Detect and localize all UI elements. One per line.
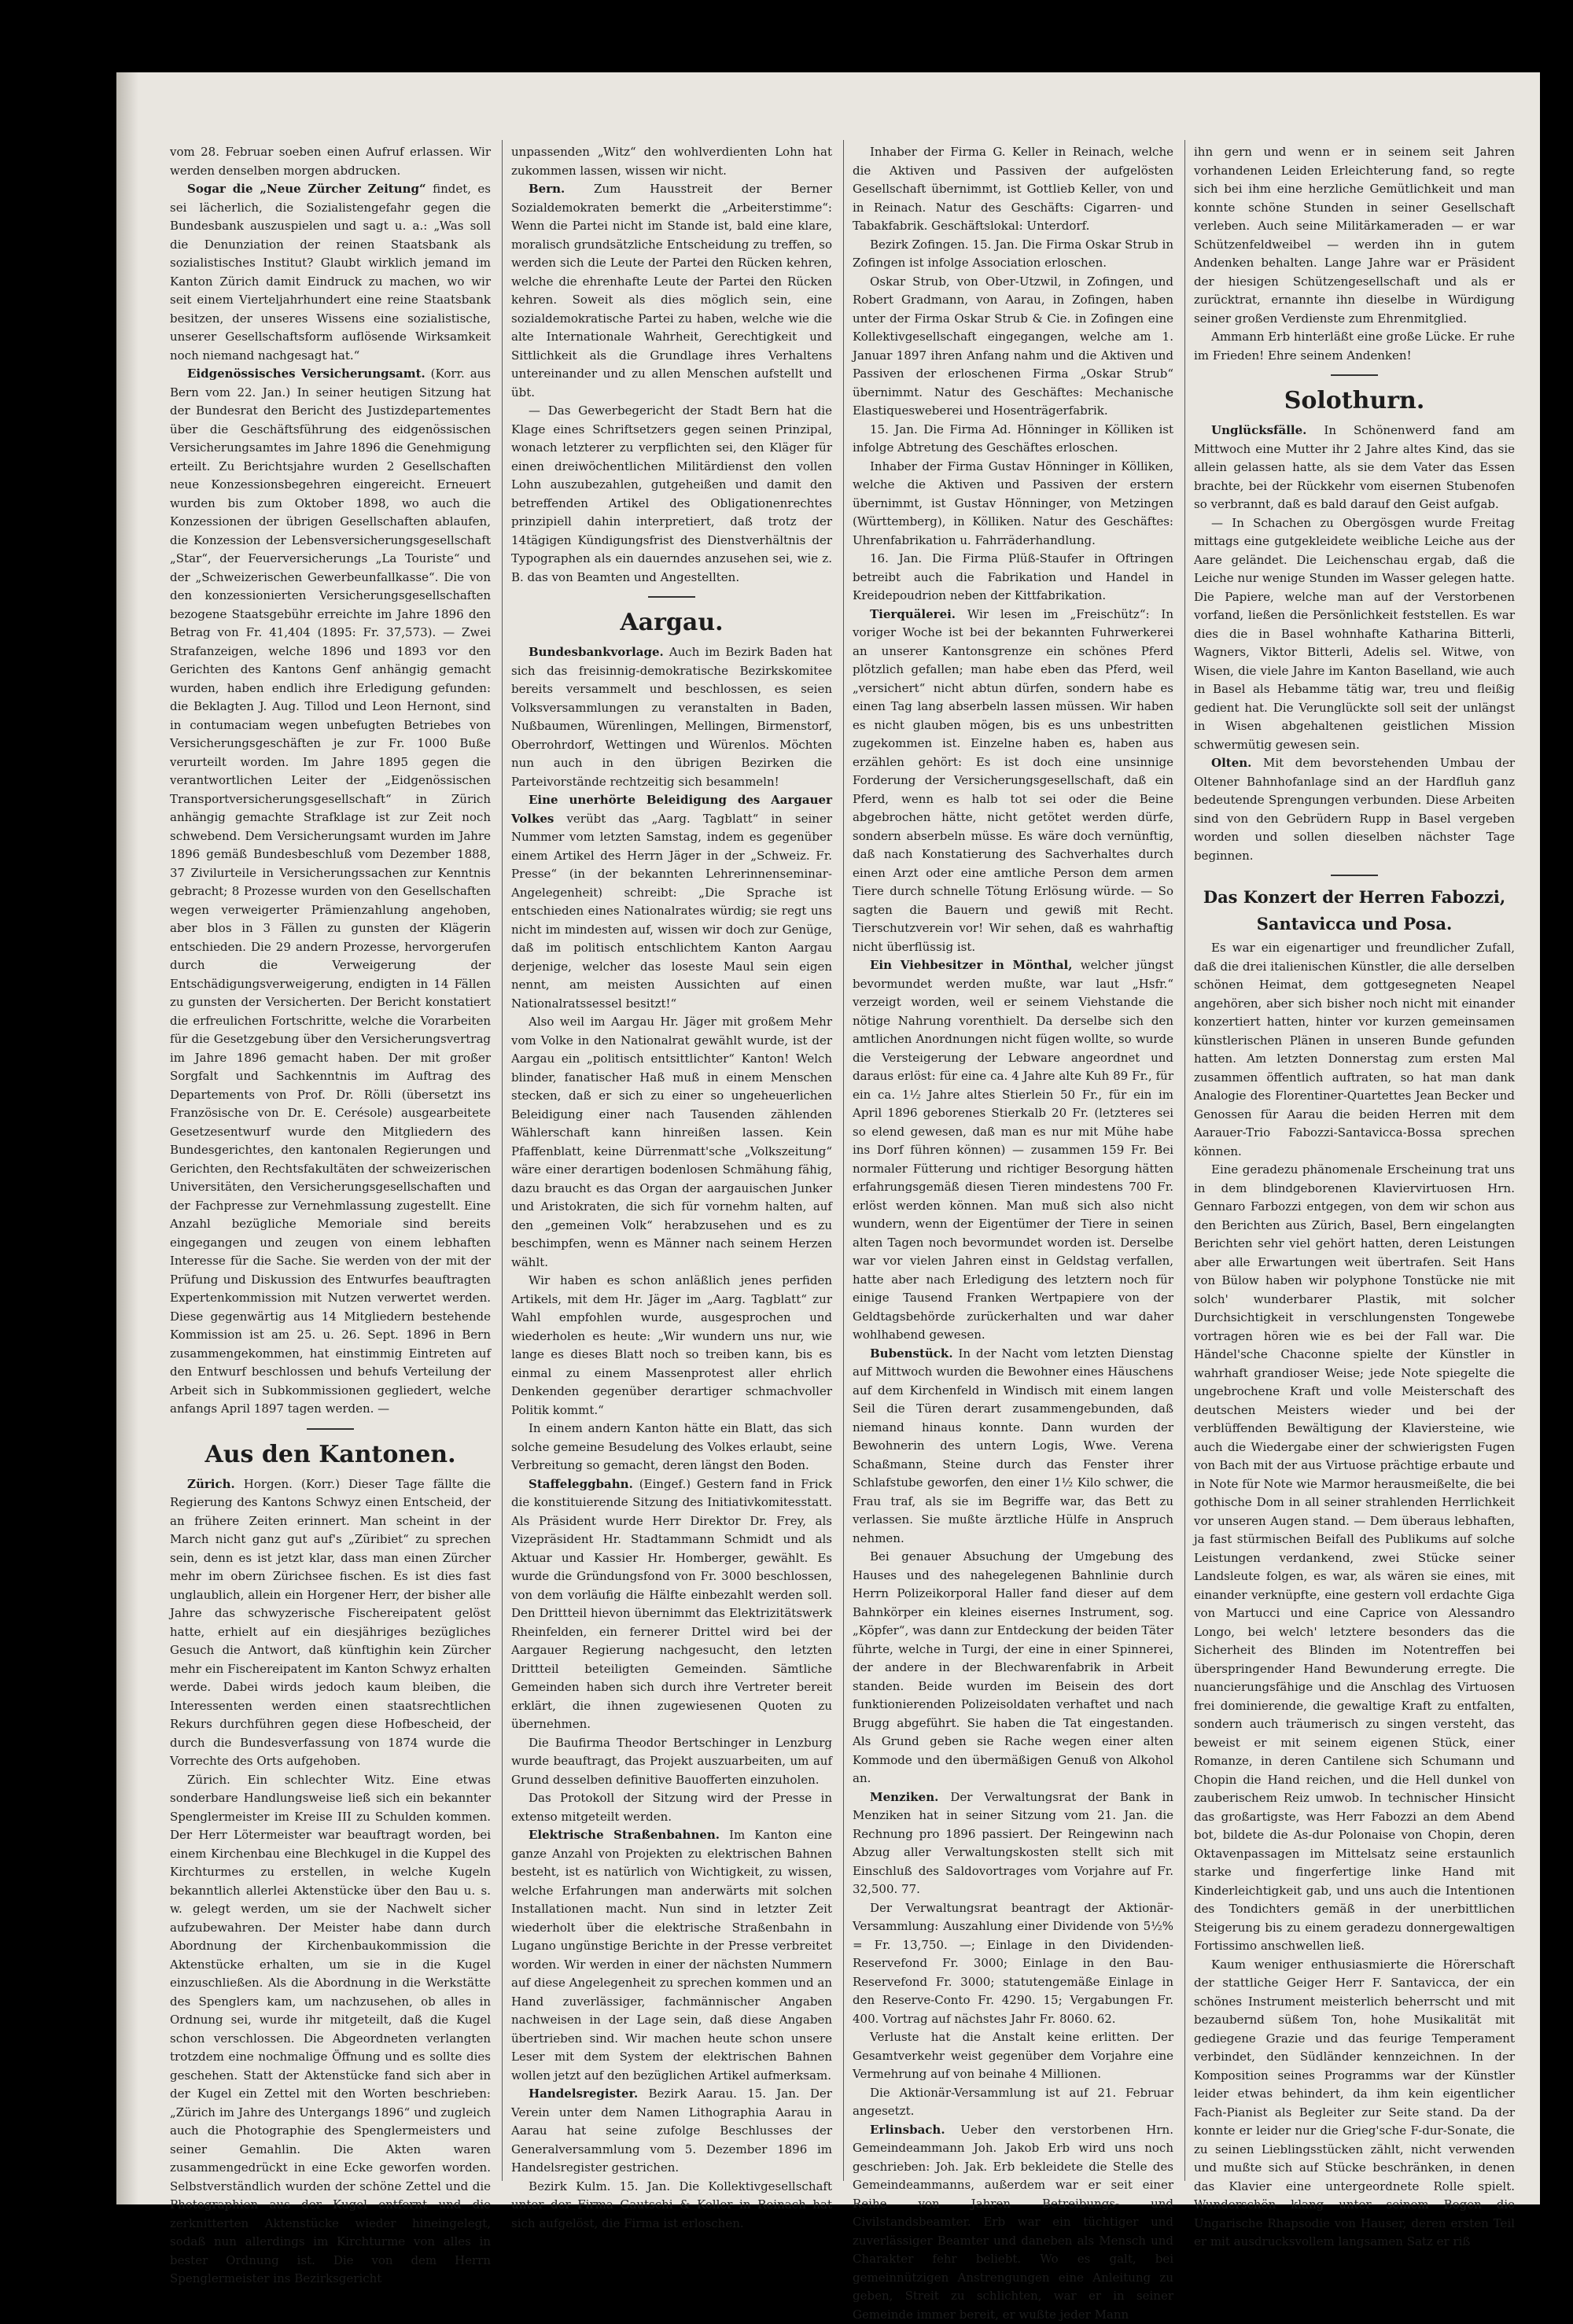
- article-text: Kaum weniger enthusiasmierte die Hörerschaft der stattliche Geiger Herr F. Santavicca, der ein schönes Instrument meisterlich beherrscht und mit bezaubernd süßem Ton, hohe Musikalität mit gediegene Grazie und das feurige Temperament verbindet, den Südländer kennzeichnen. In der Komposition seines Programms war der Künstler leider etwas behindert, da ihm kein eigentlicher Fach-Pianist als Begleiter zur Seite stand. Da der konnte er leider nur die Grieg'sche F-dur-Sonate, die zu seinen Lieblingsstücken zählt, nicht verwenden und mußte sich auf Stücke beschränken, in denen das Klavier eine untergeordnete Rolle spielt. Wunderschön klang unter seinem Bogen die Ungarische Rhapsodie von Hauser, deren ersten Teil er mit ausdrucksvollem langsamen Satz er riß: [1194, 1956, 1515, 2252]
- article-paragraph: [1194, 422, 1515, 514]
- article-lead: Elektrische Straßenbahnen.: [529, 1828, 720, 1842]
- article-text: Also weil im Aargau Hr. Jäger mit großem Mehr vom Volke in den Nationalrat gewählt wurde, ist der Aargau ein „politisch entsittlichter“ Kanton! Welch blinder, fanatischer Haß muß in einem Menschen stecken, daß er sich zu einer so ungeheuerlichen Beleidigung einer nach Tausenden zählenden Wählerschaft kann hinreißen lassen. Kein Pfaffenblatt, keine Dürrenmatt'sche „Volkszeitung“ wäre einer derartigen bodenlosen Schmähung fähig, dazu braucht es das Organ der aargauischen Junker und Aristokraten, die sich für vornehm halten, auf den „gemeinen Volk“ herabzusehen und es zu beschimpfen, wenn es Männer nach seinem Herzen wählt.: [511, 1013, 832, 1272]
- article-text: Inhaber der Firma G. Keller in Reinach, welche die Aktiven und Passiven der aufgelösten Gesellschaft übernimmt, ist Gottlieb Keller, von und in Reinach. Natur des Geschäfts: Cigarren- und Tabakfabrik. Geschäftslokal: Unterdorf.: [853, 143, 1173, 236]
- article-text: Auch im Bezirk Baden hat sich das freisinnig-demokratische Bezirkskomitee bereits versammelt und beschlossen, es seien Volksversammlungen zu veranstalten in Baden, Nußbaumen, Würenlingen, Mellingen, Birmenstorf, Oberrohrdorf, Wettingen und Würenlos. Möchten nun auch in den übrigen Bezirken die Parteivorstände rechtzeitig sich besammeln!: [511, 645, 832, 789]
- article-text: verübt das „Aarg. Tagblatt“ in seiner Nummer vom letzten Samstag, indem es gegenüber einem Artikel des Herrn Jäger in der „Schweiz. Fr. Presse“ (in der bekannten Lehrerinnenseminar-Angelegenheit) schreibt: „Die Sprache ist entschieden eines Nationalrates würdig; sie regt uns nicht im mindesten auf, wissen wir doch zur Genüge, daß im politisch entschlichtem Kanton Aargau derjenige, welcher das loseste Maul sein eigen nennt, am meisten Aussichten auf einen Nationalratssessel besitzt!“: [511, 812, 832, 1011]
- article-paragraph: [853, 1788, 1173, 1899]
- article-text: 15. Jan. Die Firma Ad. Hönninger in Kölliken ist infolge Abtretung des Geschäftes erloschen.: [853, 421, 1173, 458]
- article-text: Die Baufirma Theodor Bertschinger in Lenzburg wurde beauftragt, das Projekt auszuarbeiten, um auf Grund desselben definitive Bauofferten einzuholen.: [511, 1734, 832, 1790]
- article-paragraph: [170, 1475, 491, 1771]
- article-lead: Sogar die „Neue Zürcher Zeitung“: [187, 182, 426, 196]
- article-text: Oskar Strub, von Ober-Utzwil, in Zofingen, und Robert Gradmann, von Aarau, in Zofingen, haben unter der Firma Oskar Strub & Cie. in Zofingen eine Kollektivgesellschaft eingegangen, welche am 1. Januar 1897 ihren Anfang nahm und die Aktiven und Passiven der erloschenen Firma „Oskar Strub“ übernimmt. Natur des Geschäftes: Mechanische Elastiquesweberei und Hosenträgerfabrik.: [853, 273, 1173, 421]
- article-text: Der Verwaltungsrat der Bank in Menziken hat in seiner Sitzung vom 21. Jan. die Rechnung pro 1896 passiert. Der Reingewinn nach Abzug aller Verwaltungskosten stellt sich mit Einschluß des Saldovortrages vom Vorjahre auf Fr. 32,500. 77.: [853, 1790, 1173, 1897]
- article-text: Bezirk Kulm. 15. Jan. Die Kollektivgesellschaft unter der Firma Gautschi & Keller in Reinach hat sich aufgelöst, die Firma ist erloschen.: [511, 2178, 832, 2234]
- article-text: Im Kanton eine ganze Anzahl von Projekten zu elektrischen Bahnen besteht, ist es natürlich von Wichtigkeit, zu wissen, welche Erfahrungen man anderwärts mit solchen Installationen macht. Nun sind in letzter Zeit wiederholt über die elektrische Straßenbahn in Lugano ungünstige Berichte in der Presse verbreitet worden. Wir werden in einer der nächsten Nummern auf diese Angelegenheit zu sprechen kommen und an Hand zuverlässiger, fachmännischer Angaben nachweisen in der Lage sein, daß diese Angaben übertrieben sind. Wir machen heute schon unsere Leser mit dem System der elektrischen Bahnen wollen jetzt auf den bezüglichen Artikel aufmerksam.: [511, 1828, 832, 2083]
- article-paragraph: [170, 180, 491, 365]
- article-paragraph: [170, 365, 491, 1419]
- article-text: unpassenden „Witz“ den wohlverdienten Lohn hat zukommen lassen, wissen wir nicht.: [511, 143, 832, 180]
- article-paragraph: [853, 956, 1173, 1345]
- article-text: In einem andern Kanton hätte ein Blatt, das sich solche gemeine Besudelung des Volkes erlaubt, seine Verbreitung so gemacht, deren längst den Boden.: [511, 1420, 832, 1475]
- article-lead: Erlinsbach.: [870, 2123, 945, 2137]
- page-binding-shadow: [116, 72, 138, 2204]
- article-paragraph: [511, 2085, 832, 2178]
- article-lead: Staffeleggbahn.: [529, 1477, 633, 1491]
- article-text: Inhaber der Firma Gustav Hönninger in Kölliken, welche die Aktiven und Passiven der erstern übernimmt, ist Gustav Hönninger, von Metzingen (Württemberg), in Kölliken. Natur des Geschäftes: Uhrenfabrikation u. Fahrräderhandlung.: [853, 458, 1173, 551]
- article-title: Das Konzert der Herren Fabozzi,: [1194, 886, 1515, 909]
- article-text: Wir lesen im „Freischütz“: In voriger Woche ist bei der bekannten Fuhrwerkerei an unserer Kantonsgrenze ein schönes Pferd plötzlich gefallen; man habe eben das Pferd, weil „versichert“ nicht abtun dürfen, sondern habe es einen Tag lang abserbeln lassen müssen. Wir haben es nicht glauben mögen, bis es uns unbestritten zugekommen ist. Einzelne haben es, haben aus erzählen gehört: Es ist doch eine unsinnige Forderung der Versicherungsgesellschaft, daß ein Pferd, wenn es halb tot sei oder die Beine abgebrochen hätte, nicht getötet werden dürfe, sondern abserbeln müsse. Es wäre doch vernünftig, daß nach Konstatierung des Sachverhaltes durch einen Arzt oder eine amtliche Person dem armen Tiere durch schnelle Tötung Erlösung würde. — So sagten die Bauern und gewiß mit Recht. Tierschutzverein vor! Wir sehen, daß es wahrhaftig nicht überflüssig ist.: [853, 607, 1173, 954]
- article-paragraph: [511, 1475, 832, 1734]
- article-text: Der Verwaltungsrat beantragt der Aktionär-Versammlung: Auszahlung einer Dividende von 5½% = Fr. 13,750. —; Einlage in den Dividenden-Reservefond Fr. 3000; Einlage in den Bau-Reservefond Fr. 3000; statutengemäße Einlage in den Reserve-Conto Fr. 4290. 15; Vergabungen Fr. 400. Vortrag auf nächstes Jahr Fr. 8060. 62.: [853, 1899, 1173, 2029]
- column-3: [853, 143, 1173, 2181]
- article-text: Zürich. Ein schlechter Witz. Eine etwas sonderbare Handlungsweise ließ sich ein bekannter Spenglermeister im Kreise III zu Schulden kommen. Der Herr Lötermeister war beauftragt worden, bei einem Kirchenbau eine Blechkugel in die Kuppel des Kirchturmes zu erstellen, in welche Kugeln bekanntlich allerlei Aktenstücke über den Bau u. s. w. gelegt werden, um sie der Nachwelt sicher aufzubewahren. Der Meister habe dann durch Abordnung der Kirchenbaukommission die Aktenstücke erhalten, um sie in die Kugel einzuschließen. Als die Abordnung in die Werkstätte des Spenglers kam, um nachzusehen, ob alles in Ordnung sei, wurde ihr mitgeteilt, daß die Kugel schon verschlossen. Die Abgeordneten verlangten trotzdem eine nochmalige Öffnung und es sollte dies geschehen. Statt der Aktenstücke fand sich aber in der Kugel ein Zettel mit den Worten beschrieben: „Zürich im Jahre des Untergangs 1896“ und zugleich auch die Photographie des Spenglermeisters und seiner Gemahlin. Die Akten waren zusammengedrückt in eine Ecke geworfen worden. Selbstverständlich wurden der schöne Zettel und die Photographien aus der Kugel entfernt und die zerknitterten Aktenstücke wieder hineingelegt, sodaß nun allerdings im Kirchturme von alles in bester Ordnung ist. Die von dem Herrn Spenglermeister ins Bezirksgericht: [170, 1771, 491, 2289]
- column-1: [170, 143, 491, 2181]
- article-text: Bezirk Aarau. 15. Jan. Der Verein unter dem Namen Lithographia Aarau in Aarau hat seine zufolge Beschlusses der Generalversammlung vom 5. Dezember 1896 im Handelsregister gestrichen.: [511, 2086, 832, 2175]
- article-text: (Korr. aus Bern vom 22. Jan.) In seiner heutigen Sitzung hat der Bundesrat den Bericht des Justizdepartementes über die Geschäftsführung des eidgenössischen Versicherungsamtes im Jahre 1896 die Genehmigung erteilt. Zu Berichtsjahre wurden 2 Gesellschaften neue Konzessionsbegehren eingereicht. Erneuert wurden bis zum Oktober 1898, wo auch die Konzessionen der übrigen Gesellschaften ablaufen, die Konzession der Lebensversicherungsgesellschaft „Star“, der Feuerversicherungs „La Touriste“ und der „Schweizerischen Gewerbeunfallkasse“. Die von den konzessionierten Versicherungsgesellschaften bezogene Staatsgebühr erreichte im Jahre 1896 den Betrag von Fr. 41,404 (1895: Fr. 37,573). — Zwei Strafanzeigen, welche 1896 und 1893 vor den Gerichten des Kantons Genf anhängig gemacht wurden, haben endlich ihre Erledigung gefunden: die Beklagten J. Aug. Tillod und Leon Hernont, sind in contumaciam wegen unbefugten Betriebes von Versicherungsgeschäften je zur Fr. 1000 Buße verurteilt worden. Im Jahre 1895 gegen die verantwortlichen Leiter der „Eidgenössischen Transportversicherungsgesellschaft“ in Zürich anhängig gemachte Strafklage ist zur Zeit noch schwebend. Dem Versicherungsamt wurden im Jahre 1896 gemäß Bundesbeschluß vom Dezember 1888, 37 Zivilurteile in Versicherungssachen zur Kenntnis gebracht; 8 Prozesse wurden von den Gesellschaften wegen verweigerter Prämienzahlung angehoben, aber blos in 3 Fällen zu gunsten der Klägerin entschieden. Die 29 andern Prozesse, hervorgerufen durch die Verweigerung der Entschädigungsverweigerung, endigten in 14 Fällen zu gunsten der Versicherten. Der Bericht konstatiert die erfreulichen Fortschritte, welche die Vorarbeiten für die Gesetzgebung über den Versicherungsvertrag im Jahre 1896 gemacht haben. Der mit großer Sorgfalt und Sachkenntnis im Auftrag des Departements von Prof. Dr. Rölli (übersetzt ins Französische von Dr. E. Cerésole) ausgearbeitete Gesetzesentwurf wurde den Mitgliedern des Bundesgerichtes, den kantonalen Regierungen und Gerichten, den Rechtsfakultäten der schweizerischen Universitäten, den Versicherungsgesellschaften und der Fachpresse zur Vernehmlassung zugestellt. Eine Anzahl bezügliche Memoriale sind bereits eingegangen und zeugen von einem lebhaften Interesse für die Sache. Sie werden von der mit der Prüfung und Diskussion des Entwurfes beauftragten Expertenkommission mit Nutzen verwertet werden. Diese gegenwärtig aus 14 Mitgliedern bestehende Kommission ist am 25. u. 26. Sept. 1896 in Bern zusammengekommen, hat einstimmig Eintreten auf den Entwurf beschlossen und behufs Verteilung der Arbeit sich in Subkommissionen gegliedert, welche anfangs April 1897 tagen werden. —: [170, 366, 491, 1416]
- article-text: Ammann Erb hinterläßt eine große Lücke. Er ruhe im Frieden! Ehre seinem Andenken!: [1194, 328, 1515, 365]
- article-text: In Schönenwerd fand am Mittwoch eine Mutter ihr 2 Jahre altes Kind, das sie allein gelassen hatte, als sie dem Vater das Essen brachte, bei der Rückkehr vom eisernen Stubenofen so verbrannt, daß es bald darauf den Geist aufgab.: [1194, 423, 1515, 511]
- article-text: Eine geradezu phänomenale Erscheinung trat uns in dem blindgeborenen Klaviervirtuosen Hrn. Gennaro Farbozzi entgegen, von dem wir schon aus den Berichten aus Zürich, Basel, Bern eingelangten Berichten sehr viel gehört hatten, deren Leistungen aber alle Erwartungen weit übertrafen. Seit Hans von Bülow haben wir polyphone Tonstücke nie mit solch' wunderbarer Plastik, mit solcher Durchsichtigkeit in verschlungensten Tongewebe vortragen hören wie es bei der Fall war. Die Händel'sche Chaconne spielte der Künstler in wahrhaft grandioser Weise; jede Note spiegelte die ungebrochene Kraft und volle Meisterschaft des deutschen Meisters wieder und bei der verblüffenden Bewältigung der Klaviersteine, wie auch die Wiedergabe einer der schwierigsten Fugen von Bach mit der aus Virtuose prächtige erbaute und in Note für Note wie Marmor herausmeißelte, die bei gothische Dom in all seiner strahlenden Herrlichkeit vor unseren Augen stand. — Dem überaus lebhaften, ja fast stürmischen Beifall des Publikums auf solche Leistungen verdankend, zwei Stücke seiner Landsleute folgen, es war, als wären sie eines, mit einander verknüpfte, eine gestern voll erdachte Giga von Martucci und eine Caprice von Alessandro Longo, bei welch' letztere besonders das die Sicherheit des Blinden im Notentreffen bei überspringender Hand Bewunderung erregte. Die nuancierungsfähige und die Anschlag des Virtuosen frei dominierende, die gewaltige Kraft zu entfalten, sondern auch träumerisch zu singen versteht, das beweist er mit seinem eigenen Stück, einer Romanze, in deren Cantilene sich Schumann und Chopin die Hand reichen, und die Hell dunkel von zauberischem Reiz umwob. In technischer Hinsicht das großartigste, was Herr Fabozzi an dem Abend bot, bildete die As-dur Polonaise von Chopin, deren Oktavenpassagen im Mittelsatz seine erstaunlich starke und fingerfertige linke Hand mit Kinderleichtigkeit gab, und uns auch die Intentionen des Tondichters gemäß in der unerbittlichen Steigerung bis zu einem geradezu donnergewaltigen Fortissimo anschwellen ließ.: [1194, 1161, 1515, 1956]
- article-paragraph: [853, 1345, 1173, 1549]
- article-title: Santavicca und Posa.: [1194, 912, 1515, 936]
- section-divider: [648, 596, 695, 598]
- article-text: Bezirk Zofingen. 15. Jan. Die Firma Oskar Strub in Zofingen ist infolge Association erloschen.: [853, 236, 1173, 273]
- article-text: welcher jüngst bevormundet werden mußte, war laut „Hsfr.“ verzeigt worden, weil er seinem Viehstande die nötige Nahrung vorenthielt. Da derselbe sich den amtlichen Anordnungen nicht fügen wollte, so wurde die Versteigerung der Lebware angeordnet und daraus erlöst: für eine ca. 4 Jahre alte Kuh 89 Fr., für ein ca. 1½ Jahre altes Stierlein 50 Fr., für ein im April 1896 geborenes Stierkalb 20 Fr. (letzteres sei so elend gewesen, daß man es nur mit Mühe habe ins Dorf führen können) — zusammen 159 Fr. Bei normaler Fütterung und richtiger Besorgung hätten erfahrungsgemäß diesen Tieren mindestens 700 Fr. erlöst werden können. Man muß sich also nicht wundern, wenn der Eigentümer der Tiere in seinen alten Tagen noch bevormundet worden ist. Derselbe war vor vielen Jahren einst in Geldstag verfallen, hatte aber nach Erledigung des letztern noch für einige Tausend Franken Wertpapiere von der Geldtagsbehörde zurückerhalten und war daher wohlhabend gewesen.: [853, 958, 1173, 1342]
- section-heading: Aus den Kantonen.: [170, 1439, 491, 1471]
- article-text: Zum Hausstreit der Berner Sozialdemokraten bemerkt die „Arbeiterstimme“: Wenn die Partei nicht im Stande ist, bald eine klare, moralisch grundsätzliche Entscheidung zu treffen, so werden sich die Leute der Partei den Rücken kehren, welche die ehrenhafte Leute der Partei den Rücken kehren. Soweit als dies möglich sein, eine sozialdemokratische Partei zu haben, welche wie die alte Internationale Wahrheit, Gerechtigkeit und Sittlichkeit als die Grundlage ihres Verhaltens untereinander und zu allen Menschen aufstellt und übt.: [511, 182, 832, 400]
- article-lead: Menziken.: [870, 1790, 938, 1804]
- article-text: ihn gern und wenn er in seinem seit Jahren vorhandenen Leiden Erleichterung fand, so regte sich bei ihm eine herzliche Gemütlichkeit und man konnte schöne Stunden in seiner Gesellschaft verleben. Auch seine Militärkameraden — er war Schützenfeldweibel — werden ihn in gutem Andenken behalten. Lange Jahre war er Präsident der hiesigen Schützengesellschaft und als er zurücktrat, ernannte ihn dieselbe in Würdigung seiner großen Verdienste zum Ehrenmitglied.: [1194, 143, 1515, 328]
- article-text: vom 28. Februar soeben einen Aufruf erlassen. Wir werden denselben morgen abdrucken.: [170, 143, 491, 180]
- article-lead: Zürich.: [187, 1477, 235, 1491]
- article-text: Horgen. (Korr.) Dieser Tage fällte die Regierung des Kantons Schwyz einen Entscheid, der an frühere Zeiten erinnert. Man scheint in der March nicht ganz gut auf's „Züribiet“ zu sprechen sein, denn es ist jetzt klar, dass man einen Zürcher mehr im obern Zürichsee fischen. Es ist dies fast unglaublich, allein ein Horgener Herr, der bisher alle Jahre das schwyzerische Fischereipatent gelöst hatte, erhielt auf ein diesjähriges bezügliches Gesuch die Antwort, daß künftighin kein Zürcher mehr ein Fischereipatent im Kanton Schwyz erhalten werde. Dabei wirds jedoch kaum bleiben, die Interessenten werden einen staatsrechtlichen Rekurs durchführen gegen diese Hofbescheid, der durch die Bundesverfassung von 1874 wurde die Vorrechte des Orts aufgehoben.: [170, 1477, 491, 1769]
- section-heading: Solothurn.: [1194, 385, 1515, 417]
- article-lead: Bern.: [529, 182, 565, 196]
- article-text: Mit dem bevorstehenden Umbau der Oltener Bahnhofanlage sind an der Hardfluh ganz bedeutende Sprengungen verbunden. Diese Arbeiten sind von den Gebrüdern Rupp in Basel vergeben worden und sollen dieselben nächster Tage beginnen.: [1194, 756, 1515, 863]
- article-text: Verluste hat die Anstalt keine erlitten. Der Gesamtverkehr weist gegenüber dem Vorjahre eine Vermehrung auf von beinahe 4 Millionen.: [853, 2028, 1173, 2084]
- section-divider: [1331, 374, 1378, 376]
- column-2: [511, 143, 832, 2181]
- article-lead: Eine unerhörte Beleidigung des Aargauer Volkes: [511, 793, 832, 826]
- article-paragraph: [853, 606, 1173, 957]
- article-lead: Handelsregister.: [529, 2086, 638, 2101]
- article-text: Wir haben es schon anläßlich jenes perfiden Artikels, mit dem Hr. Jäger im „Aarg. Tagblatt“ zur Wahl empfohlen wurde, ausgesprochen und wiederholen es heute: „Wir wundern uns nur, wie lange es dieses Blatt noch so treiben kann, bis es einmal zu einem Massenprotest aller ehrlich Denkenden gegenüber derartiger schmachvoller Politik kommt.“: [511, 1272, 832, 1420]
- section-divider: [1331, 875, 1378, 876]
- article-text: 16. Jan. Die Firma Plüß-Staufer in Oftringen betreibt auch die Fabrikation und Handel in Kreidepoudrion neben der Kittfabrikation.: [853, 550, 1173, 606]
- article-text: findet, es sei lächerlich, die Sozialistengefahr gegen die Bundesbank auszuspielen und sagt u. a.: „Was soll die Denunziation der reinen Staatsbank als sozialistisches Institut? Glaubt wirklich jemand im Kanton Zürich damit Eindruck zu machen, wo wir seit einem Vierteljahrhundert eine reine Staatsbank besitzen, der unseres Wissens eine sozialistische, unserer Gesellschaftsform auflösende Wirksamkeit noch niemand nachgesagt hat.“: [170, 182, 491, 363]
- article-text: — In Schachen zu Obergösgen wurde Freitag mittags eine gutgekleidete weibliche Leiche aus der Aare geländet. Die Leichenschau ergab, daß die Leiche nur wenige Stunden im Wasser gelegen hatte. Die Papiere, welche man auf der Verstorbenen vorfand, ließen die Persönlichkeit feststellen. Es war dies die in Basel wohnhafte Katharina Bitterli, Wagners, Viktor Bitterli, Adelis sel. Witwe, von Wisen, die viele Jahre im Kanton Baselland, wie auch in Basel als Hebamme tätig war, treu und fleißig gedient hat. Die Verunglückte soll seit der unlängst in Wisen abgehaltenen geistlichen Mission schwermütig gewesen sein.: [1194, 514, 1515, 755]
- column-4: [1194, 143, 1515, 2181]
- article-text: Ueber den verstorbenen Hrn. Gemeindeammann Joh. Jakob Erb wird uns noch geschrieben: Joh. Jak. Erb bekleidete die Stelle des Gemeindeammanns, außerdem war er seit einer Reihe von Jahren Betreibungs- und Civilstandsbeamter. Erb war ein tüchtiger und zuverlässiger Beamter und daneben als Mensch und Charakter fehr beliebt. Wo es galt, bei gemeinnützigen Anstrengungen eine Anleitung zu geben, Streit zu schlichten, war er in seiner Gemeinde immer bereit, er wußte jeder Mann: [853, 2123, 1173, 2322]
- article-lead: Bubenstück.: [870, 1346, 953, 1361]
- article-paragraph: [511, 791, 832, 1013]
- article-lead: Tierquälerei.: [870, 607, 956, 621]
- column-rule: [502, 140, 503, 2181]
- article-text: (Eingef.) Gestern fand in Frick die konstituierende Sitzung des Initiativkomitesstatt. Als Präsident wurde Herr Direktor Dr. Frey, als Vizepräsident Hr. Stadtammann Schmidt und als Aktuar und Kassier Hr. Homberger, gewählt. Es wurde die Gründungsfond von Fr. 3000 beschlossen, von dem vorläufig die Hälfte einbezahlt werden soll. Den Drittteil hievon übernimmt das Elektrizitätswerk Rheinfelden, ein fernerer Drittel wird bei der Aargauer Regierung nachgesucht, den letzten Drittteil beteiligten Gemeinden. Sämtliche Gemeinden haben sich durch ihre Vertreter bereit erklärt, die ihnen zugewiesenen Quoten zu übernehmen.: [511, 1477, 832, 1732]
- article-lead: Ein Viehbesitzer in Mönthal,: [870, 958, 1072, 972]
- section-heading: Aargau.: [511, 607, 832, 639]
- article-lead: Eidgenössisches Versicherungsamt.: [187, 366, 425, 381]
- article-paragraph: [511, 180, 832, 402]
- article-paragraph: [853, 2121, 1173, 2324]
- article-text: Bei genauer Absuchung der Umgebung des Hauses und des nahegelegenen Bahnlinie durch Herrn Polizeikorporal Haller fand dieser auf dem Bahnkörper ein kleines eisernes Instrument, sog. „Köpfer“, was dann zur Entdeckung der beiden Täter führte, welche in Turgi, der eine in einer Spinnerei, der andere in der Blechwarenfabrik in Arbeit standen. Beide wurden im Beisein des dort funktionierenden Polizeisoldaten verhaftet und nach Brugg abgeführt. Sie haben die Tat eingestanden. Als Grund geben sie Rache wegen einer alten Kommode und den übermäßigen Genuß von Alkohol an.: [853, 1548, 1173, 1788]
- article-paragraph: [1194, 754, 1515, 865]
- article-lead: Bundesbankvorlage.: [529, 645, 664, 659]
- article-text: Die Aktionär-Versammlung ist auf 21. Februar angesetzt.: [853, 2084, 1173, 2121]
- article-text: Das Protokoll der Sitzung wird der Presse in extenso mitgeteilt werden.: [511, 1789, 832, 1826]
- article-lead: Unglücksfälle.: [1211, 423, 1306, 437]
- newspaper-page: [116, 72, 1540, 2204]
- article-text: Es war ein eigenartiger und freundlicher Zufall, daß die drei italienischen Künstler, die alle derselben schönen Heimat, dem gottgesegneten Neapel angehören, aber sich bisher noch nicht mit einander konzertiert hatten, hinter vor kurzen gemeinsamen künstlerischen Plänen in unseren Bunde gefunden hatten. Am letzten Donnerstag zum ersten Mal zusammen öffentlich auftraten, so hat man dank Analogie des Florentiner-Quartettes Jean Becker und Genossen für Aarau die beiden Herren mit dem Aarauer-Trio Fabozzi-Santavicca-Bossa sprechen können.: [1194, 939, 1515, 1161]
- column-rule: [1184, 140, 1185, 2181]
- article-paragraph: [511, 643, 832, 791]
- article-text: In der Nacht vom letzten Dienstag auf Mittwoch wurden die Bewohner eines Häuschens auf dem Kirchenfeld in Windisch mit einem langen Seil die Türen derart zusammengebunden, daß niemand hinaus konnte. Dann wurden der Bewohnerin des untern Logis, Wwe. Verena Schaßmann, Steine durch das Fenster ihrer Schlafstube geworfen, den einer 1½ Kilo schwer, die Frau traf, als sie im Begriffe war, das Bett zu verlassen. Sie mußte ärztliche Hülfe in Anspruch nehmen.: [853, 1346, 1173, 1545]
- article-lead: Olten.: [1211, 756, 1251, 770]
- article-paragraph: [511, 1826, 832, 2085]
- column-rule: [843, 140, 844, 2181]
- article-text: — Das Gewerbegericht der Stadt Bern hat die Klage eines Schriftsetzers gegen seinen Prinzipal, wonach letzterer zu verpflichten sei, den Kläger für einen dreiwöchentlichen Militärdienst den vollen Lohn auszubezahlen, gutgeheißen und damit den betreffenden Artikel des Obligationenrechtes prinzipiell dahin interpretiert, daß trotz der 14tägigen Kündigungsfrist des Dienstverhältnis der Typographen als ein dauerndes anzusehen sei, wie z. B. das von Beamten und Angestellten.: [511, 402, 832, 587]
- section-divider: [307, 1428, 354, 1430]
